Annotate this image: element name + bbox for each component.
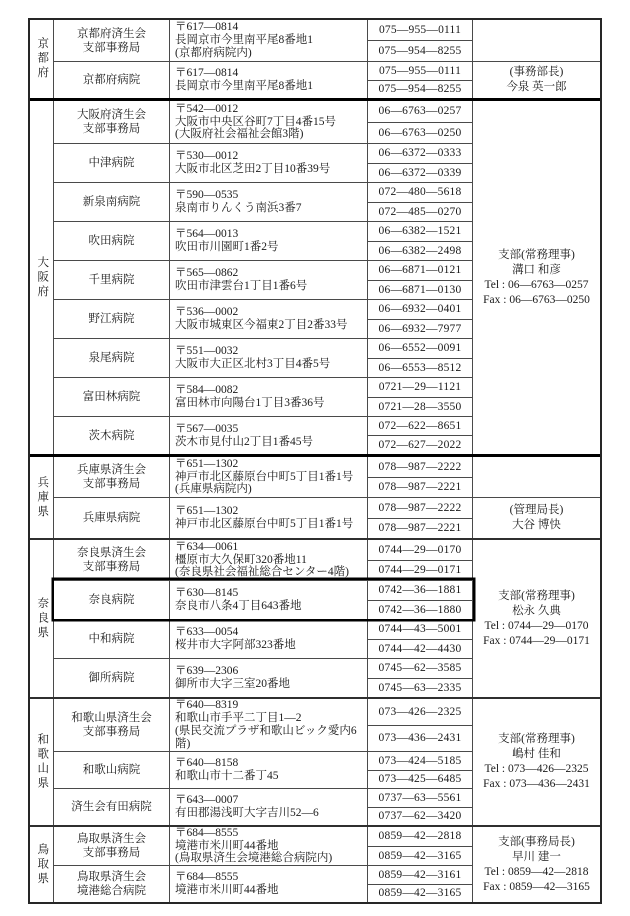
contact-line: (管理局長) — [509, 504, 564, 516]
contact-line: 大谷 博快 — [512, 519, 561, 531]
phone-number: 0859—42—3161 — [378, 868, 462, 881]
contact-cell — [473, 827, 600, 902]
phone-number: 06—6382—2498 — [368, 241, 472, 261]
prefecture-cell — [30, 699, 54, 825]
phone-number: 06—6552—0091 — [378, 342, 462, 355]
organization-name-cell — [54, 62, 170, 98]
organization-name-cell — [54, 378, 170, 416]
phone-number: 072—480—5618 — [378, 186, 462, 199]
table-row — [54, 61, 473, 98]
contact-line: 溝口 和彦 — [512, 263, 561, 276]
address-line: 神戸市北区藤原台中町5丁目1番1号 — [175, 470, 354, 483]
phone-number: 073—424—5185 — [378, 754, 462, 767]
organization-name-cell — [54, 827, 170, 865]
table-row — [54, 221, 473, 260]
organization-rows — [54, 827, 473, 902]
address-cell — [170, 540, 368, 580]
phone-number: 06—6871—0130 — [368, 280, 472, 300]
prefecture-block — [30, 538, 600, 697]
address-line: 橿原市大久保町320番地11 — [175, 553, 307, 566]
address-line: (鳥取県済生会境港総合病院内) — [175, 852, 333, 865]
phone-cells — [368, 300, 473, 338]
table-row — [54, 619, 473, 658]
contact-line: Tel : 06—6763—0257 — [484, 278, 589, 291]
prefecture-block — [30, 697, 600, 825]
phone-number: 0744—42—4430 — [368, 639, 472, 659]
phone-cells — [368, 581, 473, 619]
address-cell — [170, 866, 368, 902]
contact-column — [473, 827, 600, 902]
address-line: 〒530—0012 — [175, 150, 239, 163]
organization-name-line: 千里病院 — [88, 274, 135, 286]
hospital-directory-table — [28, 18, 602, 904]
phone-number: 073—426—2325 — [378, 705, 462, 718]
organization-name-line: 茨木病院 — [88, 429, 135, 442]
contact-line: 今泉 英一郎 — [506, 81, 567, 93]
contact-cell — [473, 540, 600, 697]
contact-line: 松永 久典 — [512, 604, 561, 617]
address-cell — [170, 378, 368, 416]
phone-number: 0859—42—3165 — [368, 884, 472, 903]
address-line: 〒617—0814 — [175, 67, 239, 80]
address-line: 〒565—0862 — [175, 267, 239, 280]
address-line: 〒639—2306 — [175, 665, 239, 678]
prefecture-cell — [30, 457, 54, 538]
contact-line: 嶋村 佳和 — [512, 748, 561, 760]
organization-name-line: 京都府済生会 — [77, 27, 146, 40]
contact-column — [473, 101, 600, 454]
table-row — [54, 101, 473, 143]
phone-number: 075—955—0111 — [378, 24, 462, 36]
organization-name-line: 中和病院 — [88, 633, 135, 645]
phone-number: 0859—42—3165 — [368, 846, 472, 866]
address-line: 〒617—0814 — [175, 21, 239, 34]
address-cell — [170, 300, 368, 338]
address-line: 泉南市りんくう南浜3番7 — [175, 202, 302, 214]
contact-column — [473, 699, 600, 825]
contact-cell — [473, 20, 600, 61]
organization-name-cell — [54, 20, 170, 61]
address-cell — [170, 659, 368, 697]
phone-cells — [368, 62, 473, 98]
address-line: 境港市米川町44番地 — [175, 884, 279, 896]
address-line: 〒651—1302 — [175, 457, 239, 470]
address-cell — [170, 620, 368, 658]
organization-rows — [54, 540, 473, 697]
table-row — [54, 338, 473, 377]
organization-name-line: 済生会有田病院 — [71, 801, 152, 813]
organization-name-line: 境港総合病院 — [77, 885, 146, 897]
phone-number: 078—987—2222 — [378, 501, 462, 514]
organization-name-cell — [54, 789, 170, 825]
address-line: 〒634—0061 — [175, 540, 239, 553]
phone-number: 078—987—2221 — [368, 477, 472, 498]
address-line: 〒630—8145 — [175, 587, 239, 600]
contact-column — [473, 457, 600, 538]
phone-number: 06—6932—0401 — [378, 303, 462, 316]
organization-name-line: 鳥取県済生会 — [77, 833, 146, 845]
prefecture-label: 和歌山県 — [36, 733, 49, 791]
organization-name-cell — [54, 866, 170, 902]
organization-rows — [54, 457, 473, 538]
phone-number: 072—627—2022 — [368, 435, 472, 454]
organization-name-cell — [54, 457, 170, 497]
organization-rows — [54, 699, 473, 825]
phone-number: 075—954—8255 — [368, 80, 472, 99]
organization-name-line: 和歌山県済生会 — [71, 712, 152, 724]
table-row — [54, 699, 473, 751]
phone-number: 0744—43—5001 — [378, 623, 462, 636]
phone-cells — [368, 659, 473, 697]
phone-cells — [368, 457, 473, 497]
address-line: 吹田市川園町1番2号 — [175, 241, 279, 253]
phone-number: 06—6372—0339 — [368, 163, 472, 183]
phone-number: 078—987—2221 — [368, 518, 472, 539]
phone-number: 0744—29—0171 — [368, 560, 472, 581]
phone-cells — [368, 20, 473, 61]
address-cell — [170, 144, 368, 182]
phone-cells — [368, 540, 473, 580]
organization-name-line: 兵庫県病院 — [82, 512, 141, 524]
phone-number: 0859—42—2818 — [378, 830, 462, 843]
phone-number: 06—6553—8512 — [368, 358, 472, 378]
organization-name-cell — [54, 752, 170, 788]
address-line: 境港市米川町44番地 — [175, 839, 279, 852]
organization-name-line: 支部事務局 — [82, 847, 141, 859]
organization-name-cell — [54, 540, 170, 580]
contact-column — [473, 20, 600, 98]
table-row — [54, 457, 473, 497]
address-line: 大阪市大正区北村3丁目4番5号 — [175, 358, 331, 370]
prefecture-block — [30, 98, 600, 457]
organization-rows — [54, 101, 473, 454]
phone-number: 0745—63—2335 — [368, 678, 472, 698]
organization-name-cell — [54, 659, 170, 697]
address-line: 富田林市向陽台1丁目3番36号 — [175, 397, 325, 409]
table-row — [54, 20, 473, 61]
address-cell — [170, 699, 368, 751]
address-line: 和歌山市十二番丁45 — [175, 770, 279, 782]
phone-number: 06—6763—0257 — [378, 105, 462, 118]
organization-name-line: 支部事務局 — [82, 478, 141, 490]
organization-name-cell — [54, 144, 170, 182]
phone-cells — [368, 866, 473, 902]
contact-column — [473, 540, 600, 697]
phone-cells — [368, 827, 473, 865]
contact-cell — [473, 61, 600, 98]
contact-line: Tel : 073—426—2325 — [484, 763, 589, 775]
organization-name-line: 兵庫県済生会 — [77, 464, 146, 476]
address-line: 奈良市八条4丁目643番地 — [175, 600, 302, 612]
organization-name-line: 野江病院 — [88, 313, 135, 325]
organization-name-cell — [54, 581, 170, 619]
address-line: 桜井市大字阿部323番地 — [175, 639, 296, 651]
phone-number: 0737—63—5561 — [378, 791, 462, 804]
address-line: 〒684—8555 — [175, 826, 239, 839]
table-row — [54, 182, 473, 221]
phone-cells — [368, 498, 473, 538]
phone-number: 075—955—0111 — [378, 64, 462, 77]
organization-name-cell — [54, 699, 170, 751]
address-line: 〒651—1302 — [175, 505, 239, 518]
prefecture-label: 鳥取県 — [36, 842, 49, 887]
organization-name-line: 和歌山病院 — [82, 764, 141, 776]
phone-number: 0737—62—3420 — [368, 807, 472, 826]
address-line: 大阪市中央区谷町7丁目4番15号 — [175, 115, 336, 128]
address-cell — [170, 789, 368, 825]
contact-line: Fax : 0744—29—0171 — [483, 634, 590, 647]
organization-name-line: 泉尾病院 — [88, 352, 135, 364]
organization-name-line: 支部事務局 — [82, 41, 141, 54]
address-cell — [170, 827, 368, 865]
table-row — [54, 751, 473, 788]
address-cell — [170, 457, 368, 497]
phone-number: 0721—28—3550 — [368, 397, 472, 417]
phone-number: 0745—62—3585 — [378, 662, 462, 675]
address-line: 〒584—0082 — [175, 384, 239, 397]
table-row — [54, 827, 473, 865]
phone-number: 078—987—2222 — [378, 460, 462, 473]
contact-cell — [473, 457, 600, 497]
table-row — [54, 788, 473, 825]
address-line: 御所市大字三室20番地 — [175, 678, 290, 690]
phone-number: 0721—29—1121 — [378, 381, 462, 394]
phone-cells — [368, 620, 473, 658]
phone-number: 073—425—6485 — [368, 770, 472, 789]
address-line: 〒567—0035 — [175, 422, 239, 435]
address-cell — [170, 101, 368, 143]
table-row — [54, 260, 473, 299]
contact-line: Tel : 0744—29—0170 — [484, 619, 589, 632]
contact-line: 支部(常務理事) — [498, 589, 575, 602]
phone-cells — [368, 222, 473, 260]
organization-name-line: 京都府病院 — [82, 74, 141, 86]
prefecture-block — [30, 825, 600, 902]
contact-cell — [473, 101, 600, 454]
phone-number: 072—622—8651 — [378, 420, 462, 432]
table-row — [54, 416, 473, 454]
phone-number: 0742—36—1881 — [378, 584, 462, 597]
organization-name-cell — [54, 300, 170, 338]
address-line: 〒564—0013 — [175, 228, 239, 241]
phone-cells — [368, 417, 473, 454]
contact-line: 支部(事務局長) — [498, 835, 575, 848]
table-row — [54, 497, 473, 538]
address-line: 〒590—0535 — [175, 189, 239, 202]
address-cell — [170, 498, 368, 538]
address-line: 長岡京市今里南平尾8番地1 — [175, 34, 313, 47]
prefecture-block — [30, 457, 600, 538]
organization-name-cell — [54, 183, 170, 221]
phone-number: 06—6372—0333 — [378, 147, 462, 160]
address-line: 大阪市北区芝田2丁目10番39号 — [175, 163, 331, 175]
organization-name-line: 支部事務局 — [82, 561, 141, 573]
address-line: 吹田市津雲台1丁目1番6号 — [175, 280, 308, 292]
prefecture-label: 奈良県 — [36, 596, 49, 641]
table-row — [54, 658, 473, 697]
address-line: (兵庫県病院内) — [175, 483, 252, 496]
contact-line: Tel : 0859—42—2818 — [484, 865, 589, 878]
address-line: 大阪市城東区今福東2丁目2番33号 — [175, 319, 348, 331]
phone-cells — [368, 789, 473, 825]
prefecture-block — [30, 20, 600, 98]
organization-rows — [54, 20, 473, 98]
organization-name-cell — [54, 417, 170, 454]
address-line: 〒643—0007 — [175, 794, 239, 807]
address-line: 神戸市北区藤原台中町5丁目1番1号 — [175, 518, 354, 530]
phone-number: 0744—29—0170 — [378, 543, 462, 556]
address-cell — [170, 222, 368, 260]
address-cell — [170, 752, 368, 788]
phone-cells — [368, 261, 473, 299]
phone-cells — [368, 101, 473, 143]
prefecture-cell — [30, 540, 54, 697]
prefecture-cell — [30, 101, 54, 454]
table-row — [54, 865, 473, 902]
phone-cells — [368, 183, 473, 221]
organization-name-line: 奈良県済生会 — [77, 547, 146, 559]
table-row — [54, 540, 473, 580]
address-line: 茨木市見付山2丁目1番45号 — [175, 435, 313, 448]
organization-name-cell — [54, 498, 170, 538]
address-line: 長岡京市今里南平尾8番地1 — [175, 80, 313, 92]
address-line: 〒640—8158 — [175, 757, 239, 770]
address-line: (県民交流プラザ和歌山ビック愛内6 — [175, 725, 357, 737]
organization-name-line: 御所病院 — [88, 672, 135, 684]
address-line: 〒536—0002 — [175, 306, 239, 319]
contact-cell — [473, 497, 600, 538]
organization-name-cell — [54, 620, 170, 658]
organization-name-line: 中津病院 — [88, 157, 135, 169]
phone-cells — [368, 752, 473, 788]
address-line: 和歌山市手平二丁目1—2 — [175, 712, 302, 725]
table-row — [54, 377, 473, 416]
table-row — [54, 580, 473, 619]
table-row — [54, 299, 473, 338]
address-line: 〒640—8319 — [175, 699, 239, 712]
prefecture-label: 兵庫県 — [36, 475, 49, 520]
organization-name-cell — [54, 261, 170, 299]
address-line: 有田郡湯浅町大字吉川52—6 — [175, 807, 319, 819]
phone-cells — [368, 144, 473, 182]
contact-cell — [473, 699, 600, 825]
address-cell — [170, 417, 368, 454]
contact-line: Fax : 0859—42—3165 — [483, 880, 590, 893]
phone-cells — [368, 339, 473, 377]
address-cell — [170, 261, 368, 299]
organization-name-cell — [54, 339, 170, 377]
contact-line: (事務部長) — [509, 66, 564, 78]
phone-number: 06—6871—0121 — [378, 264, 462, 277]
address-cell — [170, 339, 368, 377]
contact-line: 早川 建一 — [512, 850, 561, 863]
organization-name-line: 大阪府済生会 — [77, 109, 146, 121]
address-line: (奈良県社会福祉総合センター4階) — [175, 566, 349, 579]
address-cell — [170, 183, 368, 221]
address-line: 〒684—8555 — [175, 871, 239, 884]
address-line: 〒633—0054 — [175, 626, 239, 639]
phone-number: 06—6382—1521 — [378, 225, 462, 238]
prefecture-cell — [30, 827, 54, 902]
address-cell — [170, 20, 368, 61]
organization-name-line: 鳥取県済生会 — [77, 871, 146, 883]
address-line: 〒542—0012 — [175, 102, 239, 115]
organization-name-line: 吹田病院 — [88, 235, 135, 247]
address-line: (京都府病院内) — [175, 46, 252, 59]
phone-cells — [368, 699, 473, 751]
organization-name-cell — [54, 101, 170, 143]
prefecture-label: 京都府 — [36, 37, 49, 81]
organization-name-line: 富田林病院 — [82, 391, 141, 403]
address-line: (大阪府社会福祉会館3階) — [175, 128, 304, 141]
address-line: 〒551—0032 — [175, 345, 239, 358]
organization-name-line: 支部事務局 — [82, 123, 141, 135]
organization-name-line: 新泉南病院 — [82, 196, 141, 208]
phone-number: 0742—36—1880 — [368, 600, 472, 620]
organization-name-line: 奈良病院 — [88, 594, 135, 606]
contact-line: Fax : 073—436—2431 — [483, 778, 590, 790]
phone-number: 072—485—0270 — [368, 202, 472, 222]
address-line: 階) — [175, 737, 191, 750]
phone-cells — [368, 378, 473, 416]
contact-line: 支部(常務理事) — [498, 733, 575, 745]
organization-name-line: 支部事務局 — [82, 726, 141, 738]
phone-number: 075—954—8255 — [368, 40, 472, 61]
phone-number: 06—6932—7977 — [368, 319, 472, 339]
contact-line: 支部(常務理事) — [498, 248, 575, 261]
address-cell — [170, 581, 368, 619]
phone-number: 06—6763—0250 — [368, 122, 472, 144]
prefecture-cell — [30, 20, 54, 98]
address-cell — [170, 62, 368, 98]
prefecture-label: 大阪府 — [36, 255, 49, 300]
organization-name-cell — [54, 222, 170, 260]
table-row — [54, 143, 473, 182]
contact-line: Fax : 06—6763—0250 — [483, 293, 590, 306]
phone-number: 073—436—2431 — [368, 725, 472, 752]
